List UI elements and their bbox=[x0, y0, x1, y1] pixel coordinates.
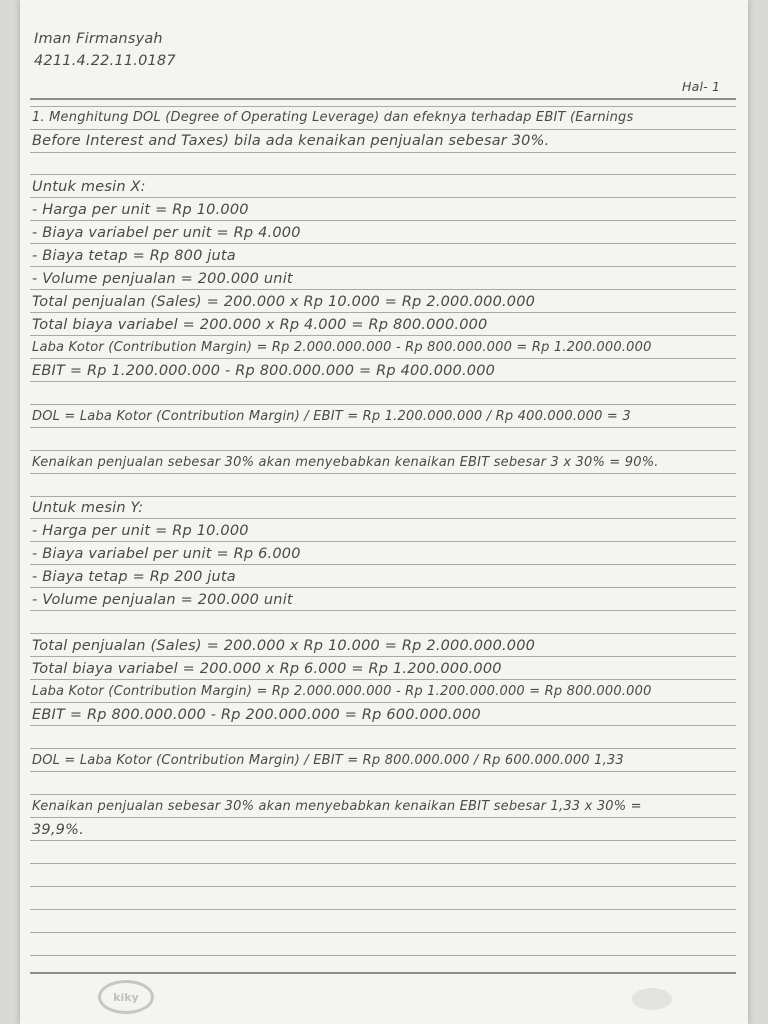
section-heading-machine-y: Untuk mesin Y: bbox=[32, 500, 144, 516]
rule-line bbox=[30, 129, 736, 130]
rule-line bbox=[30, 473, 736, 474]
rule-line bbox=[30, 358, 736, 359]
rule-line bbox=[30, 886, 736, 887]
rule-line bbox=[30, 972, 736, 974]
rule-line bbox=[30, 518, 736, 519]
paper-smudge bbox=[632, 988, 672, 1010]
text-line: - Biaya tetap = Rp 800 juta bbox=[32, 248, 236, 264]
rule-line bbox=[30, 932, 736, 933]
rule-line bbox=[30, 266, 736, 267]
rule-line bbox=[30, 197, 736, 198]
rule-line bbox=[30, 794, 736, 795]
logo-text: kiky bbox=[113, 990, 139, 1004]
rule-line bbox=[30, 243, 736, 244]
rule-line bbox=[30, 771, 736, 772]
author-name: Iman Firmansyah bbox=[34, 31, 163, 47]
notebook-page bbox=[20, 0, 748, 1024]
notebook-brand-logo bbox=[98, 980, 154, 1014]
rule-line bbox=[30, 404, 736, 405]
rule-line bbox=[30, 656, 736, 657]
rule-line bbox=[30, 152, 736, 153]
rule-line bbox=[30, 817, 736, 818]
rule-line bbox=[30, 702, 736, 703]
rule-line bbox=[30, 496, 736, 497]
rule-line bbox=[30, 381, 736, 382]
rule-line bbox=[30, 748, 736, 749]
text-line: 1. Menghitung DOL (Degree of Operating Leverage) dan efeknya terhadap EBIT (Earnings bbox=[32, 110, 634, 125]
text-line: EBIT = Rp 1.200.000.000 - Rp 800.000.000 = Rp 400.000.000 bbox=[32, 363, 496, 379]
text-line: Total penjualan (Sales) = 200.000 x Rp 10.000 = Rp 2.000.000.000 bbox=[32, 294, 536, 310]
rule-line bbox=[30, 98, 736, 100]
rule-line bbox=[30, 106, 736, 107]
text-line: Total biaya variabel = 200.000 x Rp 4.000 = Rp 800.000.000 bbox=[32, 317, 488, 333]
text-line: - Biaya variabel per unit = Rp 6.000 bbox=[32, 546, 301, 562]
text-line: - Harga per unit = Rp 10.000 bbox=[32, 202, 249, 218]
rule-line bbox=[30, 863, 736, 864]
rule-line bbox=[30, 450, 736, 451]
text-line: - Harga per unit = Rp 10.000 bbox=[32, 523, 249, 539]
text-line: 39,9%. bbox=[32, 822, 84, 838]
text-line: Kenaikan penjualan sebesar 30% akan menyebabkan kenaikan EBIT sebesar 3 x 30% = 90%. bbox=[32, 455, 659, 470]
rule-line bbox=[30, 679, 736, 680]
rule-line bbox=[30, 289, 736, 290]
rule-line bbox=[30, 955, 736, 956]
page-number: Hal- 1 bbox=[682, 79, 721, 94]
rule-line bbox=[30, 840, 736, 841]
text-line: Total biaya variabel = 200.000 x Rp 6.000 = Rp 1.200.000.000 bbox=[32, 661, 502, 677]
rule-line bbox=[30, 564, 736, 565]
rule-line bbox=[30, 427, 736, 428]
text-line: - Biaya tetap = Rp 200 juta bbox=[32, 569, 236, 585]
text-line: Before Interest and Taxes) bila ada kenaikan penjualan sebesar 30%. bbox=[32, 133, 550, 149]
text-line: Laba Kotor (Contribution Margin) = Rp 2.000.000.000 - Rp 800.000.000 = Rp 1.200.000.000 bbox=[32, 340, 652, 355]
rule-line bbox=[30, 587, 736, 588]
text-line: - Volume penjualan = 200.000 unit bbox=[32, 271, 293, 287]
text-line: DOL = Laba Kotor (Contribution Margin) / EBIT = Rp 1.200.000.000 / Rp 400.000.000 = 3 bbox=[32, 409, 631, 424]
rule-line bbox=[30, 541, 736, 542]
student-id: 4211.4.22.11.0187 bbox=[34, 53, 176, 69]
text-line: EBIT = Rp 800.000.000 - Rp 200.000.000 = Rp 600.000.000 bbox=[32, 707, 481, 723]
text-line: Kenaikan penjualan sebesar 30% akan menyebabkan kenaikan EBIT sebesar 1,33 x 30% = bbox=[32, 799, 642, 814]
rule-line bbox=[30, 312, 736, 313]
text-line: DOL = Laba Kotor (Contribution Margin) / EBIT = Rp 800.000.000 / Rp 600.000.000 1,33 bbox=[32, 753, 624, 768]
rule-line bbox=[30, 633, 736, 634]
rule-line bbox=[30, 220, 736, 221]
rule-line bbox=[30, 335, 736, 336]
section-heading-machine-x: Untuk mesin X: bbox=[32, 179, 146, 195]
rule-line bbox=[30, 610, 736, 611]
rule-line bbox=[30, 909, 736, 910]
rule-line bbox=[30, 725, 736, 726]
text-line: Total penjualan (Sales) = 200.000 x Rp 10.000 = Rp 2.000.000.000 bbox=[32, 638, 536, 654]
text-line: Laba Kotor (Contribution Margin) = Rp 2.000.000.000 - Rp 1.200.000.000 = Rp 800.000.000 bbox=[32, 684, 652, 699]
text-line: - Volume penjualan = 200.000 unit bbox=[32, 592, 293, 608]
text-line: - Biaya variabel per unit = Rp 4.000 bbox=[32, 225, 301, 241]
rule-line bbox=[30, 174, 736, 175]
